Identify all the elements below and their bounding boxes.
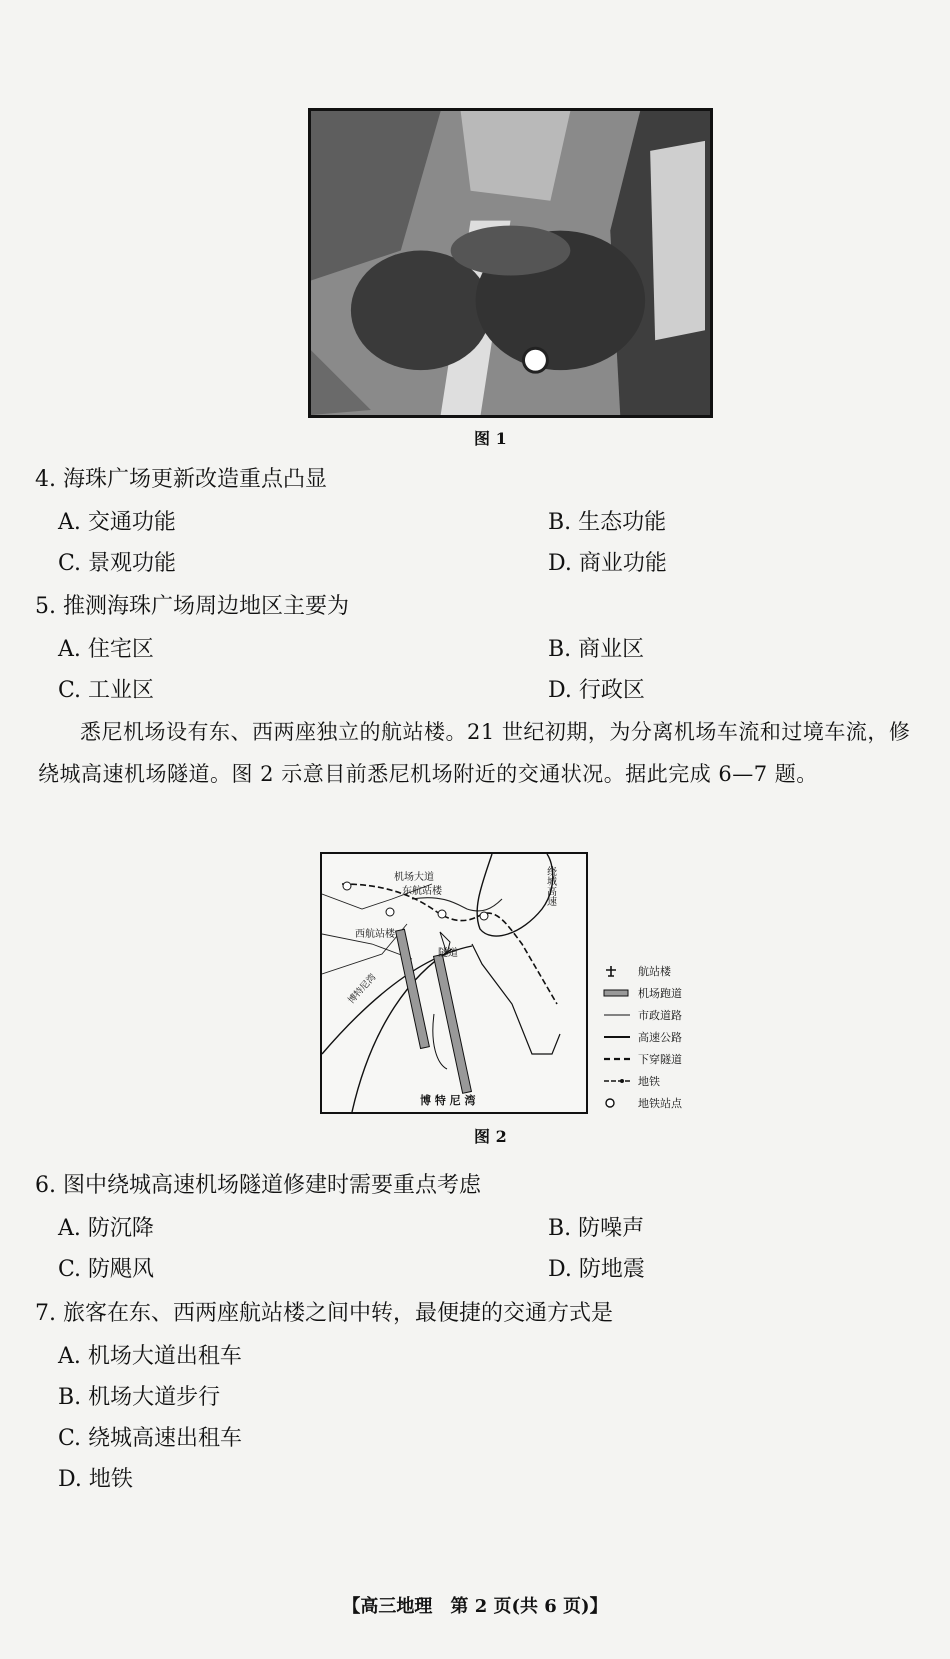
tunnel-label: 隧道 [438, 948, 458, 959]
bay-label: 博 特 尼 湾 [420, 1094, 476, 1107]
metro-station-1 [343, 882, 351, 890]
east-terminal-label: 东航站楼 [402, 886, 442, 897]
bay-shore [472, 944, 560, 1054]
runway-apron [433, 1014, 447, 1069]
coast-label: 博特尼湾 [346, 972, 379, 1007]
metro-station-2 [386, 908, 394, 916]
legend-item [602, 1092, 682, 1114]
legend-item [602, 1048, 682, 1070]
q4-option-a: A. 交通功能 [58, 510, 176, 535]
figure-2-caption: 图 2 [474, 1127, 507, 1146]
terminal-icon [602, 964, 632, 978]
aerial-photo-illustration [311, 111, 710, 415]
q6-option-b: B. 防噪声 [548, 1216, 645, 1241]
runway-icon [602, 986, 632, 1000]
q5-option-a: A. 住宅区 [58, 637, 154, 662]
q5-option-c: C. 工业区 [58, 678, 155, 703]
legend-label: 航站楼 [638, 965, 671, 978]
legend-label: 高速公路 [638, 1031, 682, 1044]
metro-station-4 [480, 912, 488, 920]
figure-1-photo [308, 108, 713, 418]
ring-highway-line [477, 854, 553, 936]
legend-label: 下穿隧道 [638, 1053, 682, 1066]
metro-station-icon [602, 1096, 632, 1110]
q6-option-c: C. 防飓风 [58, 1257, 155, 1282]
legend-label: 市政道路 [638, 1009, 682, 1022]
legend-item [602, 982, 682, 1004]
passage-line-2: 绕城高速机场隧道。图 2 示意目前悉尼机场附近的交通状况。据此完成 6—7 题。 [38, 762, 818, 786]
legend-label: 地铁 [638, 1075, 660, 1088]
q4-option-c: C. 景观功能 [58, 551, 177, 576]
q6-option-d: D. 防地震 [548, 1257, 645, 1282]
legend-label: 机场跑道 [638, 987, 682, 1000]
q4-option-b: B. 生态功能 [548, 510, 667, 535]
sydney-airport-map [322, 854, 586, 1112]
q6-option-a: A. 防沉降 [58, 1216, 154, 1241]
legend-item [602, 1004, 682, 1026]
passage-line-1: 悉尼机场设有东、西两座独立的航站楼。21 世纪初期，为分离机场车流和过境车流，修 [80, 720, 911, 744]
question-6-stem: 6. 图中绕城高速机场隧道修建时需要重点考虑 [35, 1173, 481, 1198]
q7-option-c: C. 绕城高速出租车 [58, 1426, 243, 1451]
city-road-icon [602, 1008, 632, 1022]
airport-road-label: 机场大道 [394, 872, 434, 883]
legend-item [602, 1070, 682, 1092]
legend-item [602, 960, 682, 982]
legend-item [602, 1026, 682, 1048]
question-4-stem: 4. 海珠广场更新改造重点凸显 [35, 467, 327, 492]
runway-east [434, 954, 472, 1093]
underpass-icon [602, 1052, 632, 1066]
metro-icon [602, 1074, 632, 1088]
figure-1-caption: 图 1 [474, 429, 507, 448]
highway-icon [602, 1030, 632, 1044]
metro-station-3 [438, 910, 446, 918]
ring-highway-label: 绕城高速 [544, 866, 556, 906]
q7-option-d: D. 地铁 [58, 1467, 133, 1492]
page-footer: 【高三地理 第 2 页(共 6 页)】 [342, 1596, 608, 1617]
q7-option-a: A. 机场大道出租车 [58, 1344, 242, 1369]
figure-2-map [320, 852, 588, 1114]
q5-option-d: D. 行政区 [548, 678, 645, 703]
figure-2-legend [602, 960, 682, 1114]
q7-option-b: B. 机场大道步行 [58, 1385, 221, 1410]
west-terminal-label: 西航站楼 [355, 929, 395, 940]
legend-label: 地铁站点 [638, 1097, 682, 1110]
q5-option-b: B. 商业区 [548, 637, 645, 662]
runway-west [396, 929, 430, 1048]
question-7-stem: 7. 旅客在东、西两座航站楼之间中转，最便捷的交通方式是 [35, 1301, 613, 1326]
question-5-stem: 5. 推测海珠广场周边地区主要为 [35, 594, 349, 619]
q4-option-d: D. 商业功能 [548, 551, 667, 576]
